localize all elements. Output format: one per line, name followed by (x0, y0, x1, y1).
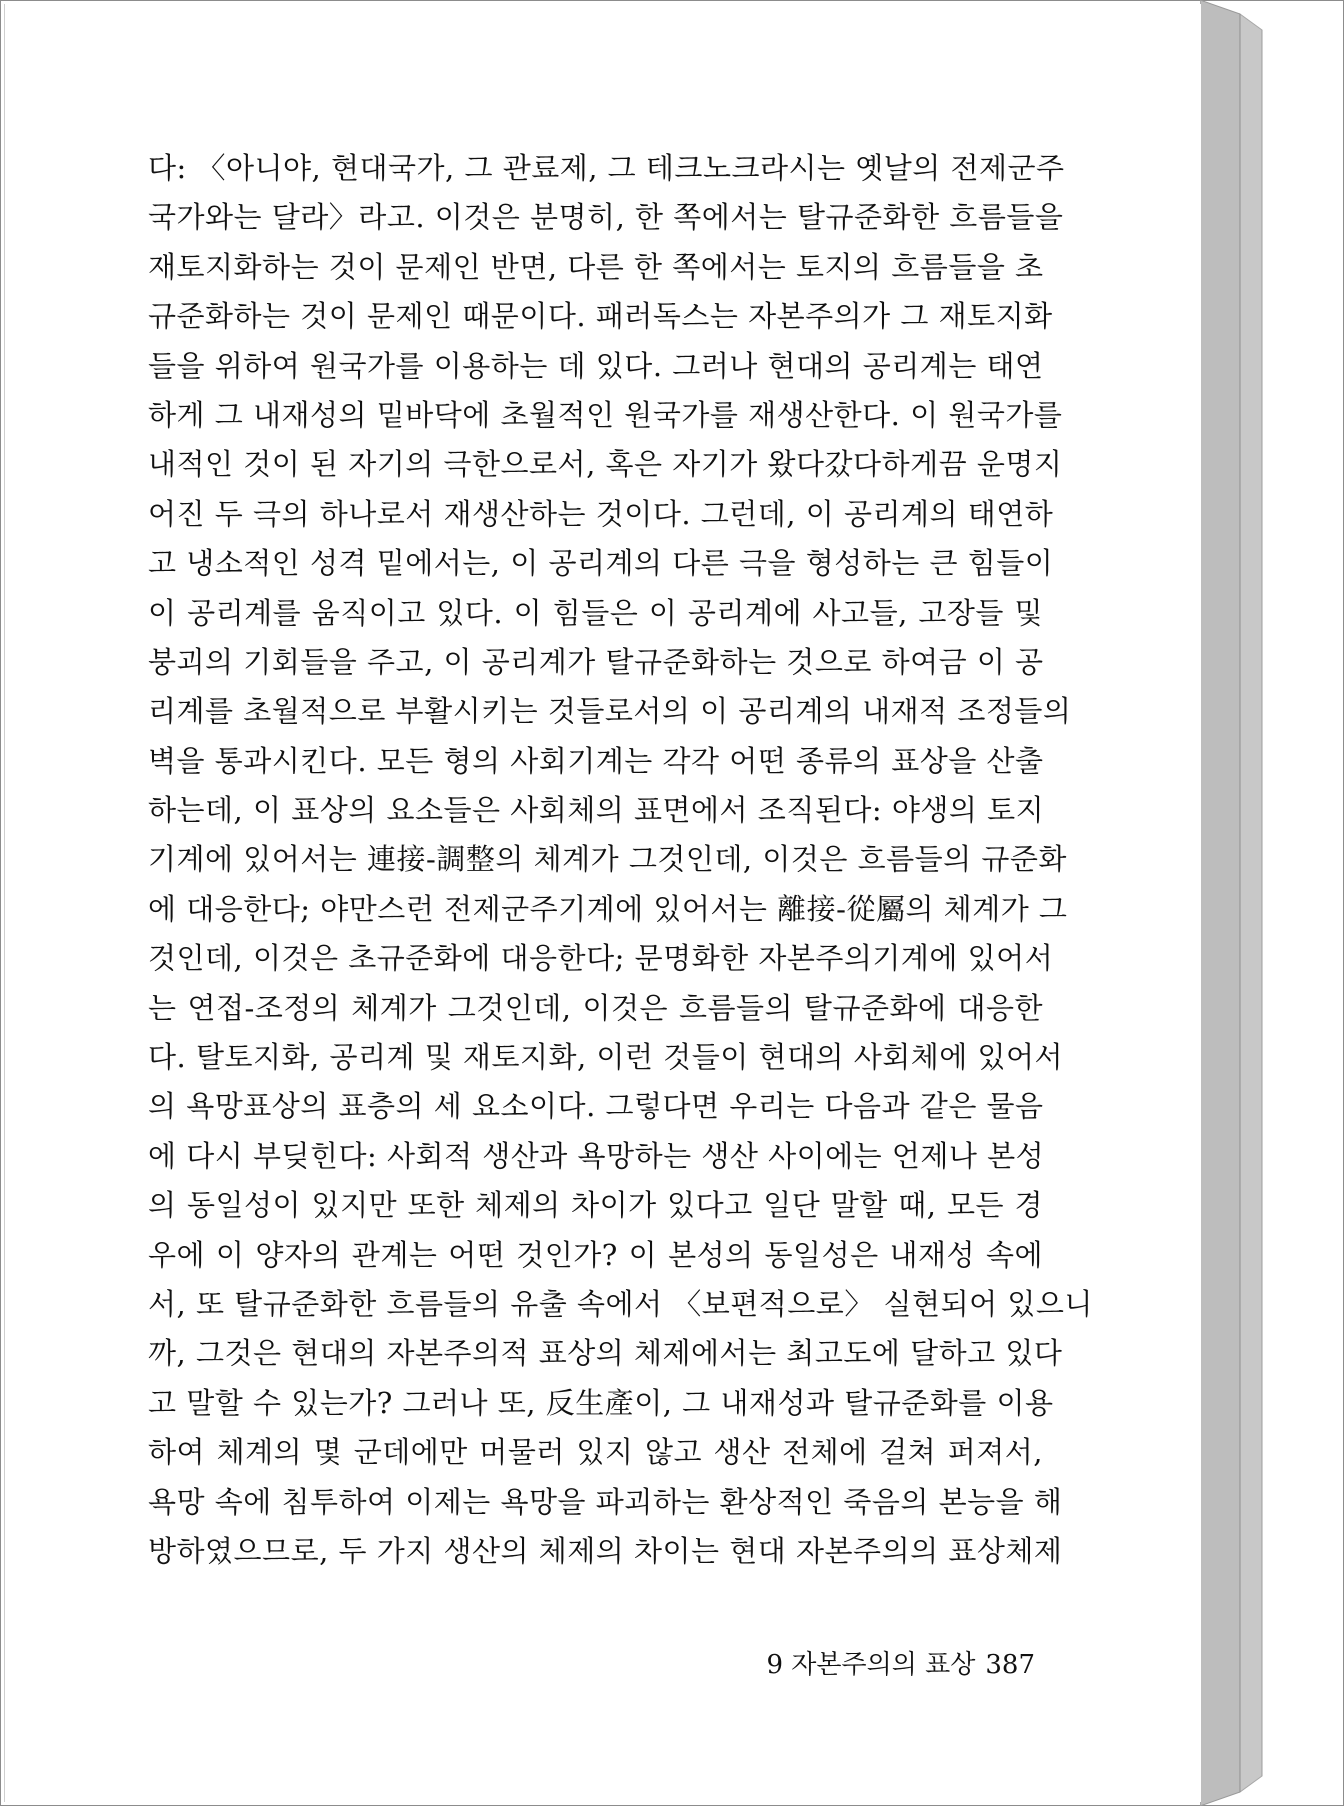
text-line: 재토지화하는 것이 문제인 반면, 다른 한 쪽에서는 토지의 흐름들을 초 (148, 249, 1044, 284)
text-line: 서, 또 탈규준화한 흐름들의 유출 속에서 〈보편적으로〉 실현되어 있으니 (148, 1286, 1093, 1321)
text-line: 까, 그것은 현대의 자본주의적 표상의 체제에서는 최고도에 달하고 있다 (148, 1336, 1063, 1371)
text-line: 하게 그 내재성의 밑바닥에 초월적인 원국가를 재생산한다. 이 원국가를 (148, 397, 1063, 432)
running-chapter-title: 9 자본주의의 표상 (766, 1650, 976, 1680)
body-text (148, 144, 1093, 1576)
text-line: 하는데, 이 표상의 요소들은 사회체의 표면에서 조직된다: 야생의 토지 (148, 793, 1045, 828)
text-line: 국가와는 달라〉라고. 이것은 분명히, 한 쪽에서는 탈규준화한 흐름들을 (148, 200, 1064, 235)
text-line: 에 다시 부딪힌다: 사회적 생산과 욕망하는 생산 사이에는 언제나 본성 (148, 1138, 1045, 1173)
text-line: 것인데, 이것은 초규준화에 대응한다; 문명화한 자본주의기계에 있어서 (148, 941, 1054, 976)
text-line: 다: 〈아니야, 현대국가, 그 관료제, 그 테크노크라시는 옛날의 전제군주 (148, 151, 1065, 185)
book-page-edge-graphic (1200, 0, 1340, 1806)
book-page-edge (1200, 0, 1340, 1806)
book-page (4, 4, 1201, 1802)
text-line: 우에 이 양자의 관계는 어떤 것인가? 이 본성의 동일성은 내재성 속에 (148, 1237, 1043, 1272)
text-line: 에 대응한다; 야만스런 전제군주기계에 있어서는 離接-從屬의 체계가 그 (148, 891, 1068, 926)
text-line: 내적인 것이 된 자기의 극한으로서, 혹은 자기가 왔다갔다하게끔 운명지 (148, 447, 1063, 482)
text-line: 이 공리계를 움직이고 있다. 이 힘들은 이 공리계에 사고들, 고장들 및 (148, 595, 1043, 630)
text-line: 리계를 초월적으로 부활시키는 것들로서의 이 공리계의 내재적 조정들의 (148, 694, 1072, 729)
text-line: 규준화하는 것이 문제인 때문이다. 패러독스는 자본주의가 그 재토지화 (148, 299, 1053, 334)
text-line: 하여 체계의 몇 군데에만 머물러 있지 않고 생산 전체에 걸쳐 퍼져서, (148, 1435, 1043, 1470)
text-line: 들을 위하여 원국가를 이용하는 데 있다. 그러나 현대의 공리계는 태연 (148, 348, 1044, 383)
page-number: 387 (985, 1650, 1035, 1680)
text-line: 벽을 통과시킨다. 모든 형의 사회기계는 각각 어떤 종류의 표상을 산출 (148, 743, 1044, 778)
text-line: 의 욕망표상의 표층의 세 요소이다. 그렇다면 우리는 다음과 같은 물음 (148, 1089, 1044, 1124)
text-line: 의 동일성이 있지만 또한 체제의 차이가 있다고 일단 말할 때, 모든 경 (148, 1188, 1043, 1223)
text-line: 붕괴의 기회들을 주고, 이 공리계가 탈규준화하는 것으로 하여금 이 공 (148, 644, 1044, 679)
text-line: 어진 두 극의 하나로서 재생산하는 것이다. 그런데, 이 공리계의 태연하 (148, 496, 1054, 531)
text-line: 욕망 속에 침투하여 이제는 욕망을 파괴하는 환상적인 죽음의 본능을 해 (148, 1484, 1063, 1519)
text-line: 방하였으므로, 두 가지 생산의 체제의 차이는 현대 자본주의의 표상체제 (148, 1533, 1063, 1568)
text-line: 기계에 있어서는 連接-調整의 체계가 그것인데, 이것은 흐름들의 규준화 (148, 842, 1067, 877)
text-line: 는 연접-조정의 체계가 그것인데, 이것은 흐름들의 탈규준화에 대응한 (148, 990, 1043, 1025)
page-footer (745, 1644, 1035, 1684)
text-line: 고 냉소적인 성격 밑에서는, 이 공리계의 다른 극을 형성하는 큰 힘들이 (148, 546, 1054, 581)
text-line: 다. 탈토지화, 공리계 및 재토지화, 이런 것들이 현대의 사회체에 있어서 (148, 1040, 1064, 1075)
text-line: 고 말할 수 있는가? 그러나 또, 反生產이, 그 내재성과 탈규준화를 이용 (148, 1385, 1054, 1420)
